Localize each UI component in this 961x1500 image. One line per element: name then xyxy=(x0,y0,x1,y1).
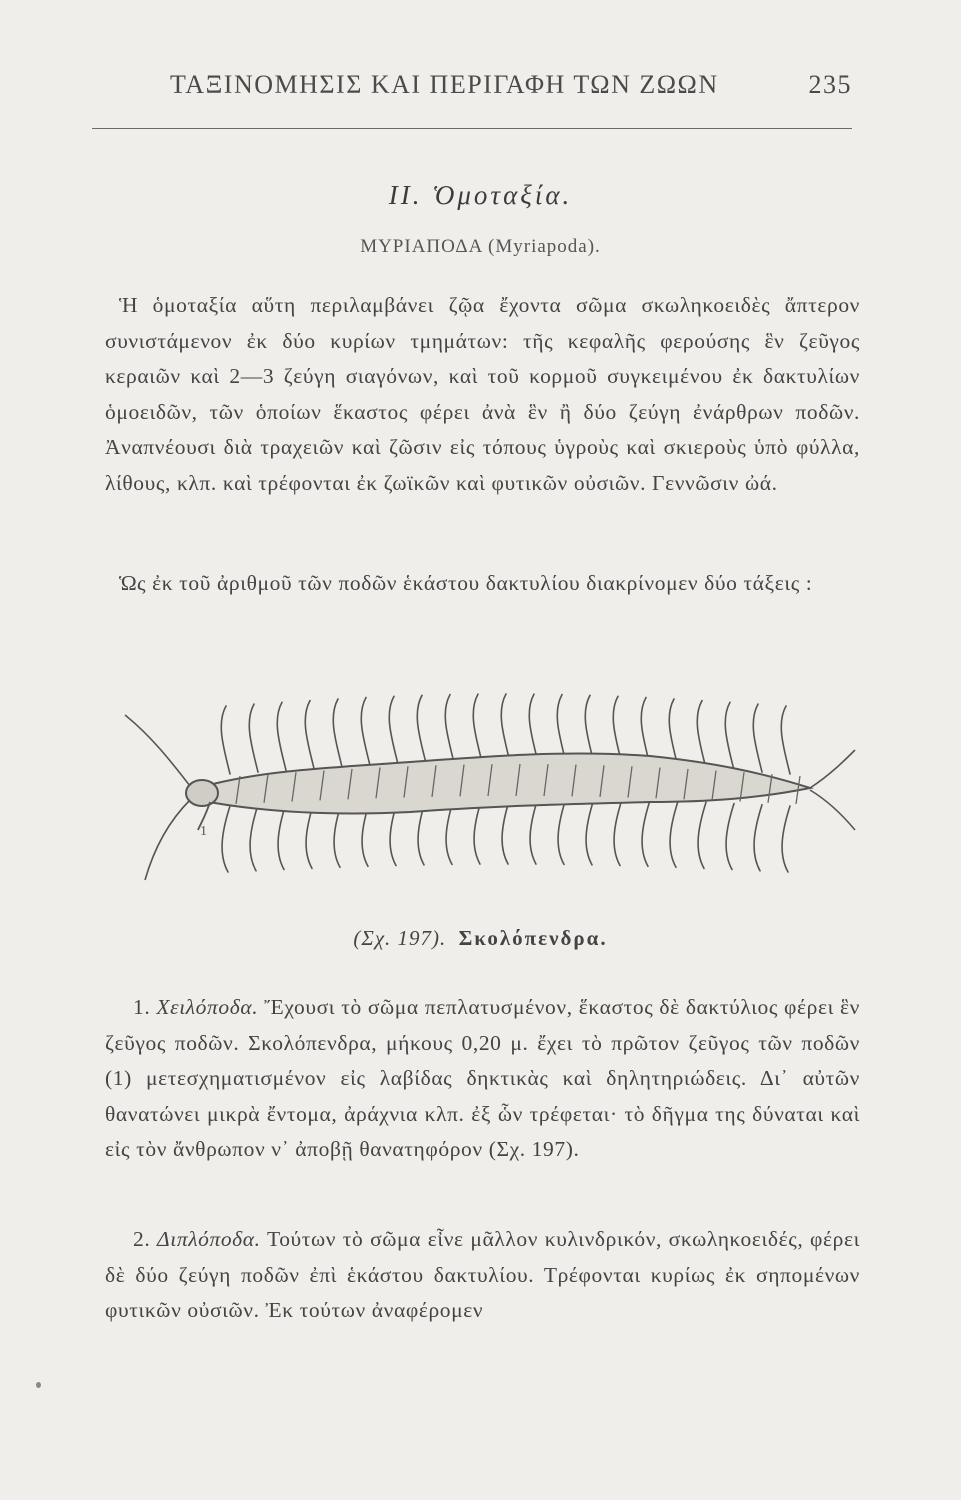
centipede-leg xyxy=(445,695,454,763)
centipede-leg xyxy=(502,798,510,864)
caption-name: Σκολόπενδρα. xyxy=(458,926,608,950)
centipede-leg xyxy=(642,800,650,866)
order-2-number: 2. xyxy=(133,1227,151,1251)
centipede-leg xyxy=(726,804,734,870)
centipede-leg xyxy=(697,701,706,769)
page-number: 235 xyxy=(808,70,852,99)
centipede-leg xyxy=(781,706,790,774)
class-name: ΜΥΡΙΑΠΟΔΑ (Myriapoda). xyxy=(360,236,601,257)
centipede-leg xyxy=(614,800,622,866)
intro-paragraph xyxy=(105,288,860,501)
order-2-paragraph xyxy=(105,1222,860,1329)
centipede-leg xyxy=(754,805,762,871)
centipede-leg xyxy=(530,798,538,864)
centipede-illustration xyxy=(110,690,860,905)
antenna-upper xyxy=(125,715,190,786)
centipede-leg xyxy=(501,694,510,762)
figure-label: 1 xyxy=(200,824,207,839)
centipede-leg xyxy=(473,694,482,762)
centipede-leg xyxy=(221,706,230,774)
orders-intro-paragraph xyxy=(105,566,860,602)
centipede-leg xyxy=(586,799,594,865)
caption-reference: (Σχ. 197). xyxy=(353,926,447,950)
order-1-paragraph xyxy=(105,990,860,1168)
centipede-body xyxy=(198,754,810,814)
order-1-number: 1. xyxy=(133,995,151,1019)
order-1-text: Ἔχουσι τὸ σῶμα πεπλατυσμένον, ἕκαστος δὲ δακτύλιος φέρει ἓν ζεῦγος ποδῶν. Σκολόπενδρα, μήκους 0,20 μ. ἔχει τὸ πρῶτον ζεῦγος τῶν ποδῶν (1) μετεσχηματισμένον εἰς λαβίδας δηκτικὰς καὶ δηλητηριώδεις. Δι᾽ αὐτῶν θανατώνει μικρὰ ἔντομα, ἀράχνια κλπ. ἐξ ὧν τρέφεται· τὸ δῆγμα της δύναται καὶ εἰς τὸν ἄνθρωπον ν᾽ ἀποβῇ θανατηφόρον (Σχ. 197). xyxy=(105,995,860,1161)
centipede-leg xyxy=(753,704,762,772)
centipede-leg xyxy=(782,806,790,872)
tail-appendage-upper xyxy=(810,750,855,788)
section-heading: II. Ὁμοταξία. xyxy=(388,180,573,210)
centipede-leg xyxy=(249,704,258,772)
figure-caption xyxy=(0,926,961,951)
order-1-name: Χειλόποδα. xyxy=(156,995,259,1019)
centipede-leg xyxy=(725,702,734,770)
antenna-lower xyxy=(145,800,190,880)
order-2-text: Τούτων τὸ σῶμα εἶνε μᾶλλον κυλινδρικόν, σκωληκοειδές, φέρει δὲ δύο ζεύγη ποδῶν ἐπὶ ἑκάστου δακτυλίου. Τρέφονται κυρίως ἐκ σηπομένων φυτικῶν οὐσιῶν. Ἐκ τούτων ἀναφέρομεν xyxy=(105,1227,860,1322)
running-title: ΤΑΞΙΝΟΜΗΣΙΣ ΚΑΙ ΠΕΡΙΓΑΦΗ ΤΩΝ ΖΩΩΝ xyxy=(170,70,719,99)
centipede-leg xyxy=(250,805,258,871)
centipede-leg xyxy=(222,806,230,872)
centipede-leg xyxy=(417,695,426,763)
centipede-leg xyxy=(558,798,566,864)
centipede-leg xyxy=(389,696,398,764)
header-rule xyxy=(92,128,852,129)
centipede-head xyxy=(186,780,218,806)
intro-text: Ἡ ὁμοταξία αὕτη περιλαμβάνει ζῷα ἔχοντα σῶμα σκωληκοειδὲς ἄπτερον συνιστάμενον ἐκ δύο κυρίων τμημάτων: τῆς κεφαλῆς φερούσης ἓν ζεῦγος κεραιῶν καὶ 2—3 ζεύγη σιαγόνων, καὶ τοῦ κορμοῦ συγκειμένου ἐκ δακτυλίων ὁμοειδῶν, τῶν ὁποίων ἕκαστος φέρει ἀνὰ ἓν ἢ δύο ζεύγη ἐνάρθρων ποδῶν. Ἀναπνέουσι διὰ τραχειῶν καὶ ζῶσιν εἰς τόπους ὑγροὺς καὶ σκιεροὺς ὑπὸ φύλλα, λίθους, κλπ. καὶ τρέφονται ἐκ ζωϊκῶν καὶ φυτικῶν οὐσιῶν. Γεννῶσιν ὠά. xyxy=(105,293,860,495)
centipede-leg xyxy=(305,701,314,769)
order-2-name: Διπλόποδα. xyxy=(157,1227,261,1251)
centipede-leg xyxy=(277,702,286,770)
print-speck xyxy=(36,1382,41,1388)
centipede-leg xyxy=(529,694,538,762)
centipede-leg xyxy=(361,698,370,766)
centipede-leg xyxy=(669,699,678,767)
centipede-leg xyxy=(670,801,678,867)
orders-intro-text: Ὡς ἐκ τοῦ ἀριθμοῦ τῶν ποδῶν ἑκάστου δακτυλίου διακρίνομεν δύο τάξεις : xyxy=(119,571,813,595)
centipede-leg xyxy=(333,699,342,767)
centipede-leg xyxy=(557,695,566,763)
tail-appendage-lower xyxy=(810,790,855,830)
centipede-leg xyxy=(278,804,286,870)
centipede-leg xyxy=(698,802,706,868)
